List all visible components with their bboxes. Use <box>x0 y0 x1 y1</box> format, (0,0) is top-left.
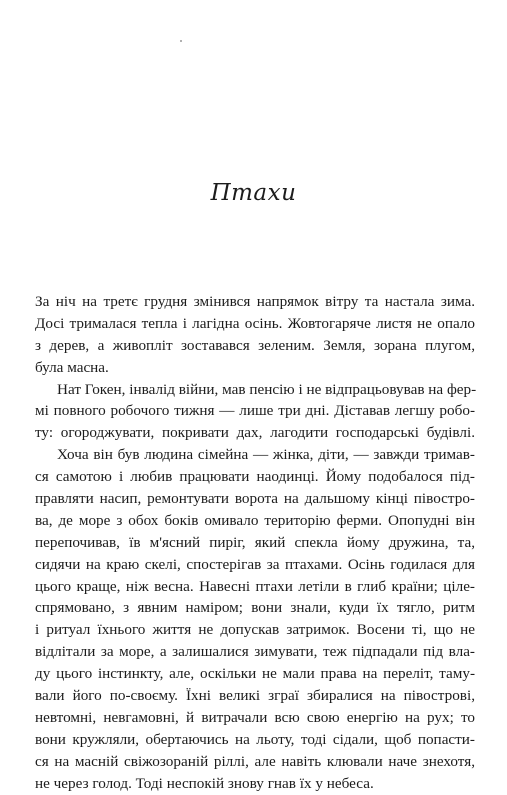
text-line: правляти насип, ремонтувати ворота на дальшому кінці півостро- <box>35 490 475 508</box>
text-line: не через голод. Тоді неспокій знову гнав їх у небеса. <box>35 774 374 792</box>
text-line: вали його по-своєму. Їхні великі зграї збиралися на півострові, <box>35 687 475 705</box>
text-line: мі повного робочого тижня — лише три дні. Діставав легшу робо- <box>35 402 475 420</box>
chapter-title: Птахи <box>210 180 297 206</box>
text-line: перепочивав, їв м'ясний пиріг, який спекла йому дружина, та, <box>35 533 475 551</box>
text-line: ся на масній свіжозораній ріллі, але навіть клювали наче знехотя, <box>35 752 475 770</box>
text-line: ту: огороджувати, покривати дах, лагодити господарські будівлі. <box>35 424 475 442</box>
text-line: Нат Гокен, інвалід війни, мав пенсію і не відпрацьовував на фер- <box>57 380 477 398</box>
text-line: Досі трималася тепла і лагідна осінь. Жовтогаряче листя не опало <box>35 314 475 332</box>
chapter-body <box>35 291 475 794</box>
print-speck <box>180 40 182 42</box>
text-line: невтомні, невгамовні, й витрачали всю свою енергію на рух; то <box>35 708 475 726</box>
text-line: Хоча він був людина сімейна — жінка, діти, — завжди тримав- <box>57 446 475 464</box>
text-line: і ритуал їхнього життя не допускав затримок. Восени ті, що не <box>35 621 475 639</box>
text-line: з дерев, а живопліт зоставався зеленим. Земля, зорана плугом, <box>35 336 475 354</box>
text-line: ся самотою і любив працювати наодинці. Йому подобалося під- <box>35 468 475 486</box>
text-line: відлітали за море, а залишалися зимувати, теж підпадали під вла- <box>35 643 475 661</box>
text-line: За ніч на третє грудня змінився напрямок вітру та настала зима. <box>35 293 475 310</box>
text-line: була масна. <box>35 358 109 376</box>
text-line: цього краще, ніж весна. Навесні птахи летіли в глиб країни; ціле- <box>35 577 475 595</box>
text-line: ду цього інстинкту, але, оскільки не мали права на переліт, таму- <box>35 665 475 683</box>
text-line: сидячи на краю скелі, спостерігав за птахами. Осінь годилася для <box>35 555 475 573</box>
text-line: вони кружляли, обертаючись на льоту, тоді сідали, щоб попасти- <box>35 730 475 748</box>
text-line: ва, де море з обох боків омивало територію ферми. Опопудні він <box>35 511 475 529</box>
text-line: спрямовано, з явним наміром; вони знали, куди їх тягло, ритм <box>35 599 475 617</box>
